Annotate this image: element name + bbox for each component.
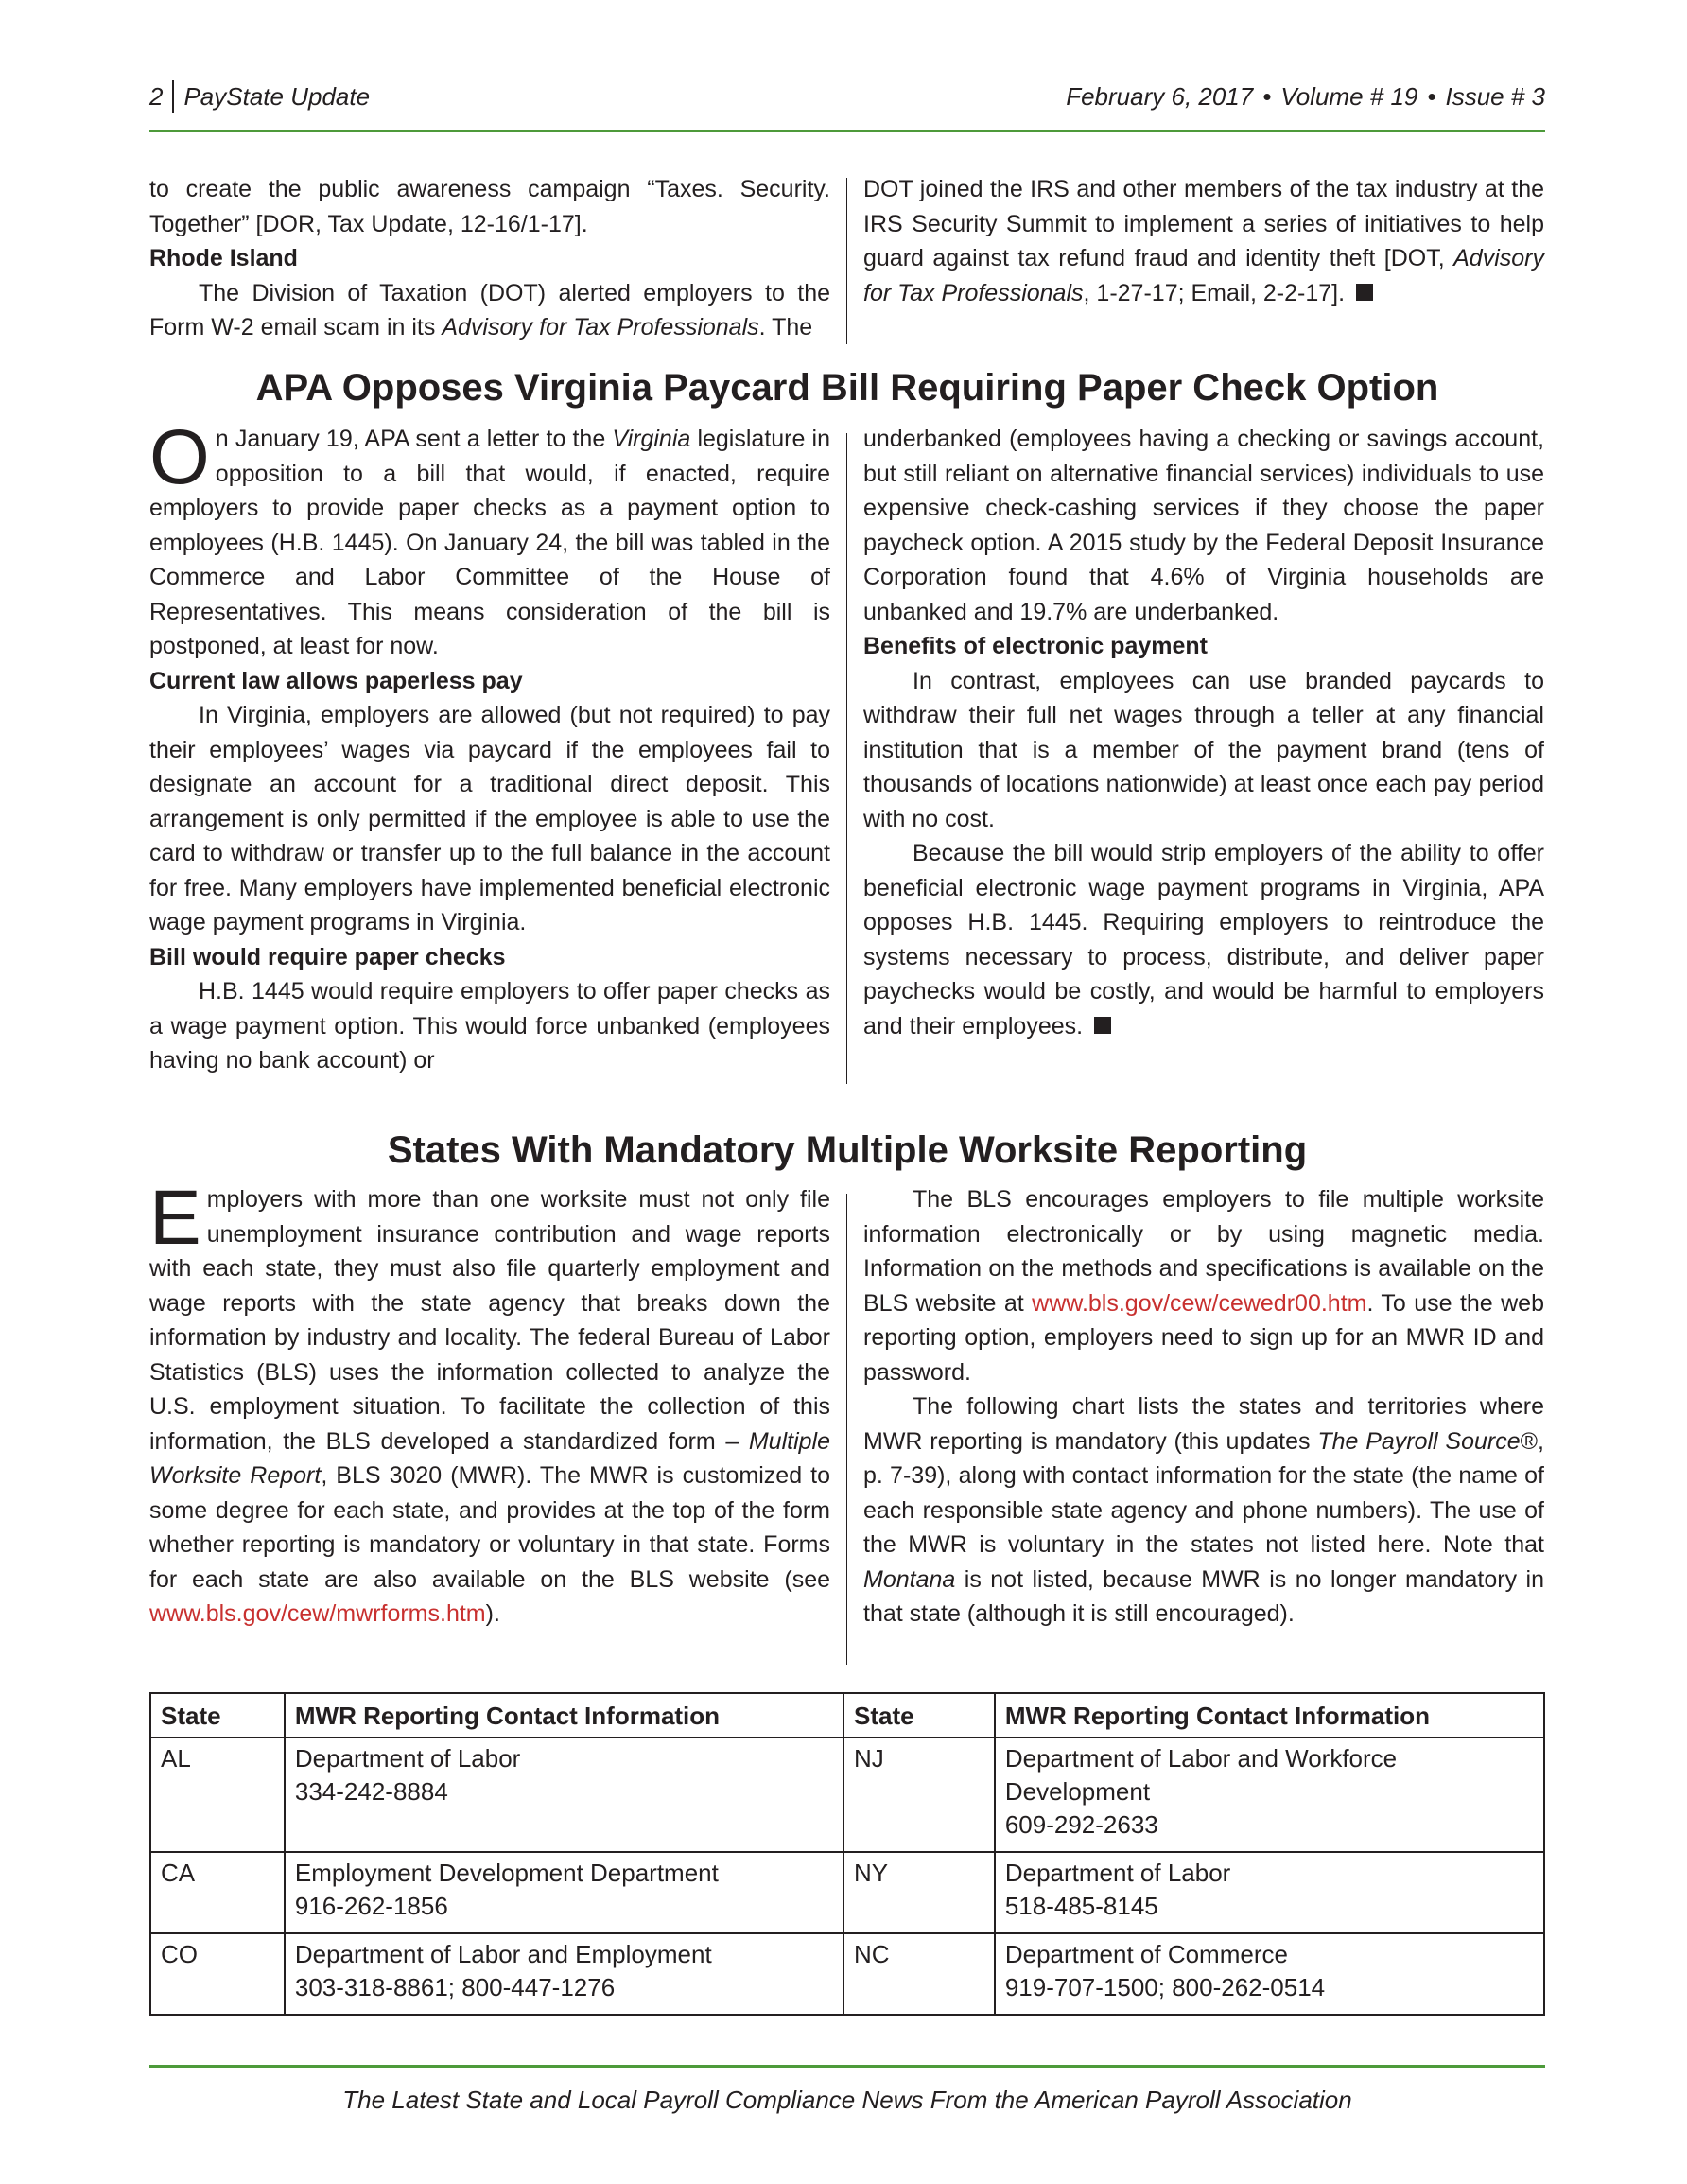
- contact-cell: Department of Labor and Employment 303-318-8861; 800-447-1276: [285, 1933, 844, 2015]
- intro-left-column: [149, 172, 830, 345]
- state-cell: AL: [150, 1738, 285, 1852]
- body-paragraph: In contrast, employees can use branded paycards to withdraw their full net wages through a teller at any financial institution that is a member of the payment brand (tens of thousands of locations nationwide) at least once each pay period with no cost.: [863, 667, 1544, 832]
- body-paragraph: underbanked (employees having a checking or savings account, but still reliant on alternative financial services) individuals to use expensive check-cashing services if they choose the paper paycheck option. A 2015 study by the Federal Deposit Insurance Corporation found that 4.6% of Virginia households are unbanked and 19.7% are underbanked.: [863, 426, 1544, 625]
- article-mwr: [149, 1175, 1545, 1665]
- column-header: State: [150, 1693, 285, 1738]
- article-right-column: [863, 422, 1544, 1043]
- state-cell: NY: [844, 1852, 995, 1933]
- drop-cap: E: [149, 1175, 201, 1261]
- table-row: [150, 1738, 1544, 1852]
- newsletter-page: [149, 0, 1545, 2184]
- intro-section: [149, 172, 1545, 344]
- article-title: APA Opposes Virginia Paycard Bill Requiring Paper Check Option: [255, 367, 1439, 409]
- bullet-separator: •: [1427, 82, 1436, 111]
- contact-cell: Department of Commerce 919-707-1500; 800-262-0514: [995, 1933, 1544, 2015]
- lead-paragraph: Employers with more than one worksite must not only file unemployment insurance contribution and wage reports with each state, they must also file quarterly employment and wage reports with the state agency that breaks down the information by industry and locality. The federal Bureau of Labor Statistics (BLS) uses the information collected to analyze the U.S. employment situation. To facilitate the collection of this information, the BLS developed a standardized form – Multiple Worksite Report, BLS 3020 (MWR). The MWR is customized to some degree for each state, and provides at the top of the form whether reporting is mandatory or voluntary in that state. Forms for each state are also available on the BLS website (see www.bls.gov/cew/mwrforms.htm).: [149, 1175, 830, 1627]
- header-left: [149, 78, 370, 115]
- end-of-article-mark: [1356, 284, 1373, 301]
- page-header: [149, 78, 1545, 115]
- subhead-current-law: Current law allows paperless pay: [149, 667, 523, 694]
- subhead-bill: Bill would require paper checks: [149, 943, 506, 970]
- article-left-column: [149, 1175, 830, 1632]
- issue-number: Issue # 3: [1445, 82, 1545, 111]
- table-row: [150, 1852, 1544, 1933]
- cewedr-link[interactable]: www.bls.gov/cew/cewedr00.htm: [1032, 1289, 1367, 1317]
- end-of-article-mark: [1094, 1017, 1111, 1034]
- body-paragraph: In Virginia, employers are allowed (but not required) to pay their employees’ wages via paycard if the employees fail to designate an account for a traditional direct deposit. This arrangement is only permitted if the employee is able to use the card to withdraw or transfer up to the full balance in the account for free. Many employers have implemented beneficial electronic wage payment programs in Virginia.: [149, 702, 830, 935]
- article-title: States With Mandatory Multiple Worksite Reporting: [387, 1129, 1308, 1171]
- dot-paragraph: DOT joined the IRS and other members of the tax industry at the IRS Security Summit to implement a series of initiatives to help guard against tax refund fraud and identity theft [DOT, Advisory for Tax Professionals, 1-27-17; Email, 2-2-17].: [863, 176, 1544, 306]
- table-header-row: [150, 1693, 1544, 1738]
- rhode-island-subhead: Rhode Island: [149, 245, 298, 271]
- contact-cell: Department of Labor and Workforce Development 609-292-2633: [995, 1738, 1544, 1852]
- page-footer: The Latest State and Local Payroll Compliance News From the American Payroll Association: [342, 2086, 1352, 2114]
- state-cell: CA: [150, 1852, 285, 1933]
- column-divider: [846, 433, 847, 1084]
- publication-name: PayState Update: [183, 82, 371, 111]
- state-cell: NJ: [844, 1738, 995, 1852]
- body-paragraph: The BLS encourages employers to file multiple worksite information electronically or by using magnetic media. Information on the methods and specifications is available on the BLS website at www.bls.gov/cew/cewedr00.htm. To use the web reporting option, employers need to sign up for an MWR ID and password.: [863, 1186, 1544, 1386]
- article-left-column: [149, 414, 830, 1078]
- header-rule: [149, 130, 1545, 132]
- rhode-island-paragraph: The Division of Taxation (DOT) alerted employers to the Form W-2 email scam in its Advisory for Tax Professionals. The: [149, 279, 830, 341]
- body-paragraph: H.B. 1445 would require employers to offer paper checks as a wage payment option. This would force unbanked (employees having no bank account) or: [149, 978, 830, 1074]
- intro-right-column: [863, 172, 1544, 310]
- mwr-contact-table: [149, 1692, 1545, 2016]
- bullet-separator: •: [1262, 82, 1272, 111]
- drop-cap: O: [149, 414, 210, 500]
- contact-cell: Department of Labor 518-485-8145: [995, 1852, 1544, 1933]
- column-header: MWR Reporting Contact Information: [285, 1693, 844, 1738]
- volume-number: Volume # 19: [1280, 82, 1418, 111]
- contact-cell: Department of Labor 334-242-8884: [285, 1738, 844, 1852]
- contact-cell: Employment Development Department 916-262-1856: [285, 1852, 844, 1933]
- article-paycard: [149, 414, 1545, 1084]
- column-header: MWR Reporting Contact Information: [995, 1693, 1544, 1738]
- column-divider: [846, 178, 847, 344]
- lead-paragraph: On January 19, APA sent a letter to the Virginia legislature in opposition to a bill that would, if enacted, require employers to provide paper checks as a payment option to employees (H.B. 1445). On January 24, the bill was tabled in the Commerce and Labor Committee of the House of Representatives. This means consideration of the bill is postponed, at least for now.: [149, 414, 830, 659]
- header-divider: [172, 80, 174, 113]
- subhead-benefits: Benefits of electronic payment: [863, 633, 1208, 659]
- column-divider: [846, 1194, 847, 1665]
- body-paragraph: The following chart lists the states and territories where MWR reporting is mandatory (this updates The Payroll Source®, p. 7-39), along with contact information for the state (the name of each responsible state agency and phone numbers). The use of the MWR is voluntary in the states not listed here. Note that Montana is not listed, because MWR is no longer mandatory in that state (although it is still encouraged).: [863, 1393, 1544, 1627]
- intro-paragraph: to create the public awareness campaign “Taxes. Security. Together” [DOR, Tax Update, 12-16/1-17].: [149, 176, 830, 237]
- column-header: State: [844, 1693, 995, 1738]
- header-right: [1066, 78, 1545, 115]
- state-cell: CO: [150, 1933, 285, 2015]
- page-number: 2: [149, 82, 164, 111]
- mwr-forms-link[interactable]: www.bls.gov/cew/mwrforms.htm: [149, 1600, 486, 1627]
- state-cell: NC: [844, 1933, 995, 2015]
- footer-rule: [149, 2065, 1545, 2068]
- table-row: [150, 1933, 1544, 2015]
- issue-date: February 6, 2017: [1066, 82, 1254, 111]
- body-paragraph: Because the bill would strip employers of the ability to offer beneficial electronic wage payment programs in Virginia, APA opposes H.B. 1445. Requiring employers to reintroduce the systems necessary to process, distribute, and deliver paper paychecks would be costly, and would be harmful to employers and their employees.: [863, 840, 1544, 1040]
- article-right-column: [863, 1182, 1544, 1632]
